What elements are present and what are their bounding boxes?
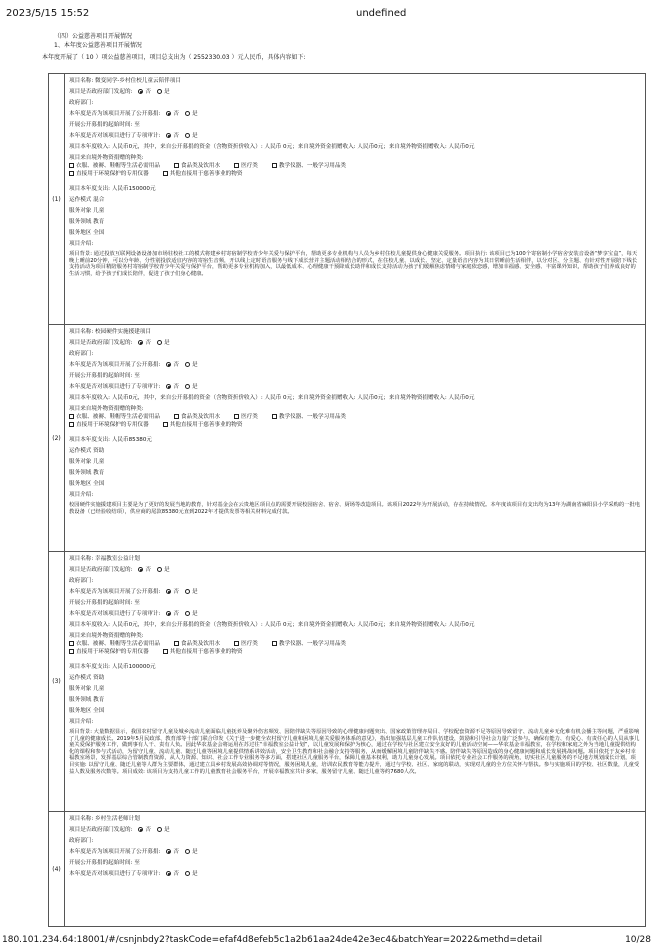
income-line xyxy=(69,621,641,629)
material-kinds: 项目来自境外物资捐赠的种类: xyxy=(69,155,144,161)
material-label: 其他直接用于慈善事业的物资 xyxy=(169,649,243,655)
public-fundraise-label: 本年度是否为该项目开展了公开募捐: xyxy=(69,849,161,855)
checkbox[interactable] xyxy=(174,414,179,419)
checkbox[interactable] xyxy=(69,422,74,427)
checkbox[interactable] xyxy=(69,641,74,646)
radio-yes[interactable] xyxy=(185,384,190,389)
radio-no-label: 否 xyxy=(173,384,179,390)
income-pre: 项目本年度收入: 人民币 xyxy=(69,144,129,150)
section-title: （四）公益慈善项目开展情况 xyxy=(54,33,133,40)
special-audit xyxy=(69,132,641,140)
special-audit xyxy=(69,383,641,391)
material-option[interactable] xyxy=(163,170,243,178)
radio-no[interactable] xyxy=(166,871,171,876)
material-option[interactable] xyxy=(69,421,149,429)
public-fundraise xyxy=(69,361,641,369)
radio-yes[interactable] xyxy=(157,567,162,572)
material-label: 教学仪器、一般学习用品类 xyxy=(278,414,347,420)
material-kinds: 项目来自境外物资捐赠的种类: xyxy=(69,633,144,639)
material-label: 衣服、被褥、鞋帽等生活必需用品 xyxy=(76,163,160,169)
material-label: 教学仪器、一般学习用品类 xyxy=(278,641,347,647)
public-fundraise xyxy=(69,588,641,596)
income-line xyxy=(69,394,641,402)
material-label: 衣服、被褥、鞋帽等生活必需用品 xyxy=(76,414,160,420)
checkbox[interactable] xyxy=(163,422,168,427)
gov-initiated-label: 项目是否政府部门发起的: xyxy=(69,567,133,573)
radio-yes[interactable] xyxy=(185,871,190,876)
project-row xyxy=(49,74,645,324)
material-label: 食品类及饮用水 xyxy=(180,163,221,169)
radio-no-label: 否 xyxy=(173,111,179,117)
material-kinds: 项目来自境外物资捐赠的种类: xyxy=(69,406,144,412)
service-area: 服务地区 全国 xyxy=(69,230,105,236)
radio-no[interactable] xyxy=(166,133,171,138)
project-intro: 校园硬件实施援建项目主要是为了更好的发展当地的教育，针对基金会在云贵地区项目点的需要开展校园宿舍、宿舍、厨场等改造项目。该项目2022年为开展活动，存在持续情况。本年度该项目有支出均为13年为湖南省麻阳县小学采购的一批电教设备（已经验收结项），供应商的尾款85380元直到2022年才提供发票等相关材料完成付款。 xyxy=(69,502,641,515)
material-label: 衣服、被褥、鞋帽等生活必需用品 xyxy=(76,641,160,647)
project-index: (3) xyxy=(49,552,65,811)
income-value: 0 xyxy=(128,144,133,150)
operation-mode: 运作模式 混合 xyxy=(69,197,105,203)
special-audit-label: 本年度是否对该项目进行了专项审计: xyxy=(69,133,161,139)
material-label: 其他直接用于慈善事业的物资 xyxy=(169,422,243,428)
gov-initiated-label: 项目是否政府部门发起的: xyxy=(69,89,133,95)
project-table xyxy=(48,73,646,927)
radio-no[interactable] xyxy=(166,611,171,616)
radio-yes-label: 是 xyxy=(192,849,198,855)
section-summary: 本年度开展了（ 10 ）项公益慈善项目，项目总支出为（ 2552330.03 ）元人民币，具体内容如下: xyxy=(42,54,306,61)
service-area: 服务地区 全国 xyxy=(69,708,105,714)
radio-no[interactable] xyxy=(138,827,143,832)
project-name: 项目名称: 校园硬件实施援建项目 xyxy=(69,329,151,335)
income-pre: 项目本年度收入: 人民币 xyxy=(69,395,129,401)
material-option[interactable] xyxy=(174,413,220,421)
project-index: (4) xyxy=(49,812,65,926)
project-row xyxy=(49,811,645,926)
checkbox[interactable] xyxy=(174,163,179,168)
material-options xyxy=(69,413,641,421)
special-audit xyxy=(69,870,641,878)
project-body xyxy=(65,74,645,324)
gov-initiated xyxy=(69,339,641,347)
checkbox[interactable] xyxy=(163,171,168,176)
service-field: 服务领域 教育 xyxy=(69,697,105,703)
gov-initiated xyxy=(69,826,641,834)
radio-yes[interactable] xyxy=(185,589,190,594)
special-audit-label: 本年度是否对该项目进行了专项审计: xyxy=(69,611,161,617)
material-option[interactable] xyxy=(163,421,243,429)
public-fundraise xyxy=(69,848,641,856)
checkbox[interactable] xyxy=(174,641,179,646)
material-options-2 xyxy=(69,421,641,429)
material-options-2 xyxy=(69,170,641,178)
radio-yes-label: 是 xyxy=(192,384,198,390)
project-body xyxy=(65,812,645,926)
material-option[interactable] xyxy=(69,413,160,421)
radio-yes-label: 是 xyxy=(192,589,198,595)
public-fundraise-label: 本年度是否为该项目开展了公开募捐: xyxy=(69,111,161,117)
radio-no[interactable] xyxy=(166,111,171,116)
operation-mode: 运作模式 资助 xyxy=(69,675,105,681)
material-label: 直接用于环境保护的专用仪器 xyxy=(76,171,149,177)
checkbox[interactable] xyxy=(234,414,239,419)
material-option[interactable] xyxy=(174,162,220,170)
section-subtitle: 1、本年度公益慈善项目开展情况 xyxy=(54,42,142,49)
income-detail: 元，其中，来自公开募捐的资金（含物资折价收入）: 人民币 0元；来自境外资金捐赠收入: 人民币0元；来自境外物资捐赠收入: 人民币0元 xyxy=(132,622,475,628)
radio-no[interactable] xyxy=(138,89,143,94)
gov-initiated-label: 项目是否政府部门发起的: xyxy=(69,340,133,346)
radio-no-label: 否 xyxy=(173,589,179,595)
material-label: 直接用于环境保护的专用仪器 xyxy=(76,649,149,655)
income-pre: 项目本年度收入: 人民币 xyxy=(69,622,129,628)
project-intro: 项目背景: 通过投放互联网设备设备加市场驻校社工的模式将建乡村寄宿制学校青少年关爱与保护平台，帮助更多专业机构与人员为乡村住校儿童提供身心健康关爱服务。项目执行: 该项目已为100个寄宿制小学宿舍安装音设备“梦享宝盒”，每天晚上睡前20分钟，可以分年龄、分性别投放适宜内容的寄宿生音频，开以线上定时语音服务与线下成长营并主题活动相结合的形式，在住校儿童、以成长、坚定、定量语音内容为其日常睡前生活相伴，以分对区、分主题、有针对性开展陪下线长支持活动为项目精陪服务村寄宿制学校青少年关爱与保护平台，帮助更多专业机构加入，以最低成本、心理健康干预降成长助伴和成长支持活动为孩子们缓解焦虑情绪与家庭依恋感，增加幸福感、安全感、丰富课外知识，帮助孩子们养成良好的生活习惯，给予孩子们成长陪伴，促进了孩子们身心健康。 xyxy=(69,251,638,277)
material-option[interactable] xyxy=(234,413,258,421)
print-title: undefined xyxy=(356,8,407,19)
radio-yes[interactable] xyxy=(157,827,162,832)
income-line xyxy=(69,143,641,151)
public-fundraise-label: 本年度是否为该项目开展了公开募捐: xyxy=(69,362,161,368)
radio-yes-label: 是 xyxy=(192,611,198,617)
material-option[interactable] xyxy=(272,413,346,421)
radio-no-label: 否 xyxy=(173,362,179,368)
radio-yes-label: 是 xyxy=(192,133,198,139)
radio-no-label: 否 xyxy=(173,133,179,139)
checkbox[interactable] xyxy=(69,649,74,654)
radio-no[interactable] xyxy=(166,362,171,367)
radio-yes-label: 是 xyxy=(192,871,198,877)
project-index: (2) xyxy=(49,325,65,551)
gov-initiated xyxy=(69,566,641,574)
project-name: 项目名称: 微变同学-乡村住校儿童云陪伴项目 xyxy=(69,78,181,84)
intro-label: 项目介绍: xyxy=(69,492,94,498)
service-target: 服务对象 儿童 xyxy=(69,208,105,214)
material-options xyxy=(69,640,641,648)
radio-yes-label: 是 xyxy=(164,567,170,573)
material-option[interactable] xyxy=(69,640,160,648)
material-options-2 xyxy=(69,648,641,656)
checkbox[interactable] xyxy=(69,163,74,168)
material-label: 医疗类 xyxy=(241,414,258,420)
radio-yes-label: 是 xyxy=(192,362,198,368)
material-label: 直接用于环境保护的专用仪器 xyxy=(76,422,149,428)
print-datetime: 2023/5/15 15:52 xyxy=(6,8,90,19)
radio-no[interactable] xyxy=(166,384,171,389)
special-audit-label: 本年度是否对该项目进行了专项审计: xyxy=(69,871,161,877)
gov-dept: 政府部门: xyxy=(69,578,94,584)
income-value: 0 xyxy=(128,622,133,628)
print-footer xyxy=(0,935,659,946)
radio-no[interactable] xyxy=(166,589,171,594)
radio-yes-label: 是 xyxy=(192,111,198,117)
material-label: 教学仪器、一般学习用品类 xyxy=(278,163,347,169)
checkbox[interactable] xyxy=(272,641,277,646)
project-row xyxy=(49,324,645,551)
radio-yes[interactable] xyxy=(185,849,190,854)
operation-mode: 运作模式 资助 xyxy=(69,448,105,454)
service-field: 服务领域 教育 xyxy=(69,470,105,476)
material-label: 医疗类 xyxy=(241,641,258,647)
material-option[interactable] xyxy=(163,648,243,656)
radio-no-label: 否 xyxy=(173,849,179,855)
service-target: 服务对象 儿童 xyxy=(69,686,105,692)
radio-yes[interactable] xyxy=(157,340,162,345)
radio-no[interactable] xyxy=(166,849,171,854)
radio-no-label: 否 xyxy=(173,611,179,617)
income-detail: 元，其中，来自公开募捐的资金（含物资折价收入）: 人民币 0元；来自境外资金捐赠收入: 人民币0元；来自境外物资捐赠收入: 人民币0元 xyxy=(132,144,475,150)
expense: 项目本年度支出: 人民币100000元 xyxy=(69,664,156,670)
public-fundraise xyxy=(69,110,641,118)
radio-yes[interactable] xyxy=(185,133,190,138)
special-audit-label: 本年度是否对该项目进行了专项审计: xyxy=(69,384,161,390)
material-option[interactable] xyxy=(69,648,149,656)
gov-dept: 政府部门: xyxy=(69,351,94,357)
gov-dept: 政府部门: xyxy=(69,100,94,106)
page-url: 180.101.234.64:18001/#/csnjnbdy2?taskCode=efaf4d8efeb5c1a2b61aa24de42e3ec4&batchYear=2022&methd=detail xyxy=(2,935,543,945)
project-index: (1) xyxy=(49,74,65,324)
material-label: 其他直接用于慈善事业的物资 xyxy=(169,171,243,177)
income-value: 0 xyxy=(128,395,133,401)
checkbox[interactable] xyxy=(234,163,239,168)
special-audit xyxy=(69,610,641,618)
intro-label: 项目介绍: xyxy=(69,719,94,725)
expense: 项目本年度支出: 人民币85380元 xyxy=(69,437,152,443)
expense: 项目本年度支出: 人民币150000元 xyxy=(69,186,156,192)
service-field: 服务领域 教育 xyxy=(69,219,105,225)
section-intro xyxy=(44,32,306,62)
fundraise-start: 开展公开募捐的起始时间: 至 xyxy=(69,373,140,379)
material-option[interactable] xyxy=(272,162,346,170)
radio-yes-label: 是 xyxy=(164,89,170,95)
material-option[interactable] xyxy=(234,640,258,648)
radio-yes-label: 是 xyxy=(164,340,170,346)
page-number: 10/28 xyxy=(625,935,651,945)
material-label: 食品类及饮用水 xyxy=(180,414,221,420)
radio-yes[interactable] xyxy=(185,362,190,367)
material-label: 医疗类 xyxy=(241,163,258,169)
checkbox[interactable] xyxy=(234,641,239,646)
radio-no-label: 否 xyxy=(145,340,152,346)
checkbox[interactable] xyxy=(272,414,277,419)
project-name: 项目名称: 幸福教室公益计划 xyxy=(69,556,140,562)
intro-label: 项目介绍: xyxy=(69,241,94,247)
radio-no-label: 否 xyxy=(145,827,152,833)
service-area: 服务地区 全国 xyxy=(69,481,105,487)
fundraise-start: 开展公开募捐的起始时间: 至 xyxy=(69,860,140,866)
material-option[interactable] xyxy=(272,640,346,648)
checkbox[interactable] xyxy=(272,163,277,168)
income-detail: 元，其中，来自公开募捐的资金（含物资折价收入）: 人民币 0元；来自境外资金捐赠收入: 人民币0元；来自境外物资捐赠收入: 人民币0元 xyxy=(132,395,475,401)
project-body xyxy=(65,325,645,551)
radio-yes-label: 是 xyxy=(164,827,170,833)
project-name: 项目名称: 乡村生活老师计划 xyxy=(69,816,140,822)
gov-initiated-label: 项目是否政府部门发起的: xyxy=(69,827,133,833)
material-options xyxy=(69,162,641,170)
fundraise-start: 开展公开募捐的起始时间: 至 xyxy=(69,600,140,606)
public-fundraise-label: 本年度是否为该项目开展了公开募捐: xyxy=(69,589,161,595)
material-option[interactable] xyxy=(234,162,258,170)
radio-no[interactable] xyxy=(138,567,143,572)
radio-no-label: 否 xyxy=(145,89,152,95)
checkbox[interactable] xyxy=(69,171,74,176)
service-target: 服务对象 儿童 xyxy=(69,459,105,465)
material-option[interactable] xyxy=(174,640,220,648)
gov-dept: 政府部门: xyxy=(69,838,94,844)
project-row xyxy=(49,551,645,811)
radio-yes[interactable] xyxy=(185,111,190,116)
fundraise-start: 开展公开募捐的起始时间: 至 xyxy=(69,122,140,128)
material-option[interactable] xyxy=(69,170,149,178)
gov-initiated xyxy=(69,88,641,96)
radio-no[interactable] xyxy=(138,340,143,345)
checkbox[interactable] xyxy=(69,414,74,419)
project-body xyxy=(65,552,645,811)
material-label: 食品类及饮用水 xyxy=(180,641,221,647)
radio-no-label: 否 xyxy=(145,567,152,573)
radio-yes[interactable] xyxy=(185,611,190,616)
material-option[interactable] xyxy=(69,162,160,170)
print-header xyxy=(0,8,659,24)
radio-no-label: 否 xyxy=(173,871,179,877)
project-intro: 项目背景: 大量数据显示，我国农村留守儿童及城乡流动儿童面临儿童抚养及聚外伤害频发、因陪伴缺失等原因导致的心理健康问题突出、国家政策管理亦局目、学校配套资源不足等原因导致留守、流动儿童乡无化难有机会播主等问题，严重影响了儿童的健康成长。2019年5月民政部、教育部等十部门联合印发《关于进一步健全农村留守儿童和困境儿童关爱服务体系的意见》，指出加强基层儿童工作队伍建设，鼓励和引导社会力量广泛参与。确保有能力、有爱心、有责任心的人员从事儿童关爱保护服务工作，做到事有人干、责有人负。因此华农基金会将运用在苏过往“幸福教室公益计划”，以儿童发展和保护为核心，通过在学校与社区建立安全友好的儿童活动空间——华农基金幸福教室，在学校和家庭之外为当地儿童提供结构化的课程和参与式活动，为留守儿童、流动儿童、随迁儿童等困境儿童提供情系讲效活动，安全卫生教育和社会融合支持等服务，从而缓解困境儿童陪伴缺失不感。陪伴缺失等原因造成的身心健康问题和成长发展挑战问题。项目依托于友乡村幸福教室场景，发挥基层综合管制教育资源，从人力资源、知识、社会工作专业服务等多方面，搭建社区儿童服务平台，保障儿童基本权利，助力儿童身心发展。项目依托专业社会工作服务的视角，切实社区儿童服务的不足地方规划成长计划，项目实施: 以留守儿童、随迁儿童等人群为主要群体，通过建立具乡村发展高效协调对等情况，服务困境儿童，培训农民教育等能力提升，通过与学校、社区、家庭的联动，实现对儿童的全方位关怀与帮扶。参与实施项目的学校、社区数量，儿童受益人数及服务次数等。项目成效: 该项目为支持儿童工作的儿童教育社会服务平台，开展幸福教室共计多家，服务留守儿童、随迁儿童等约7680人次。 xyxy=(69,729,640,775)
checkbox[interactable] xyxy=(163,649,168,654)
radio-yes[interactable] xyxy=(157,89,162,94)
